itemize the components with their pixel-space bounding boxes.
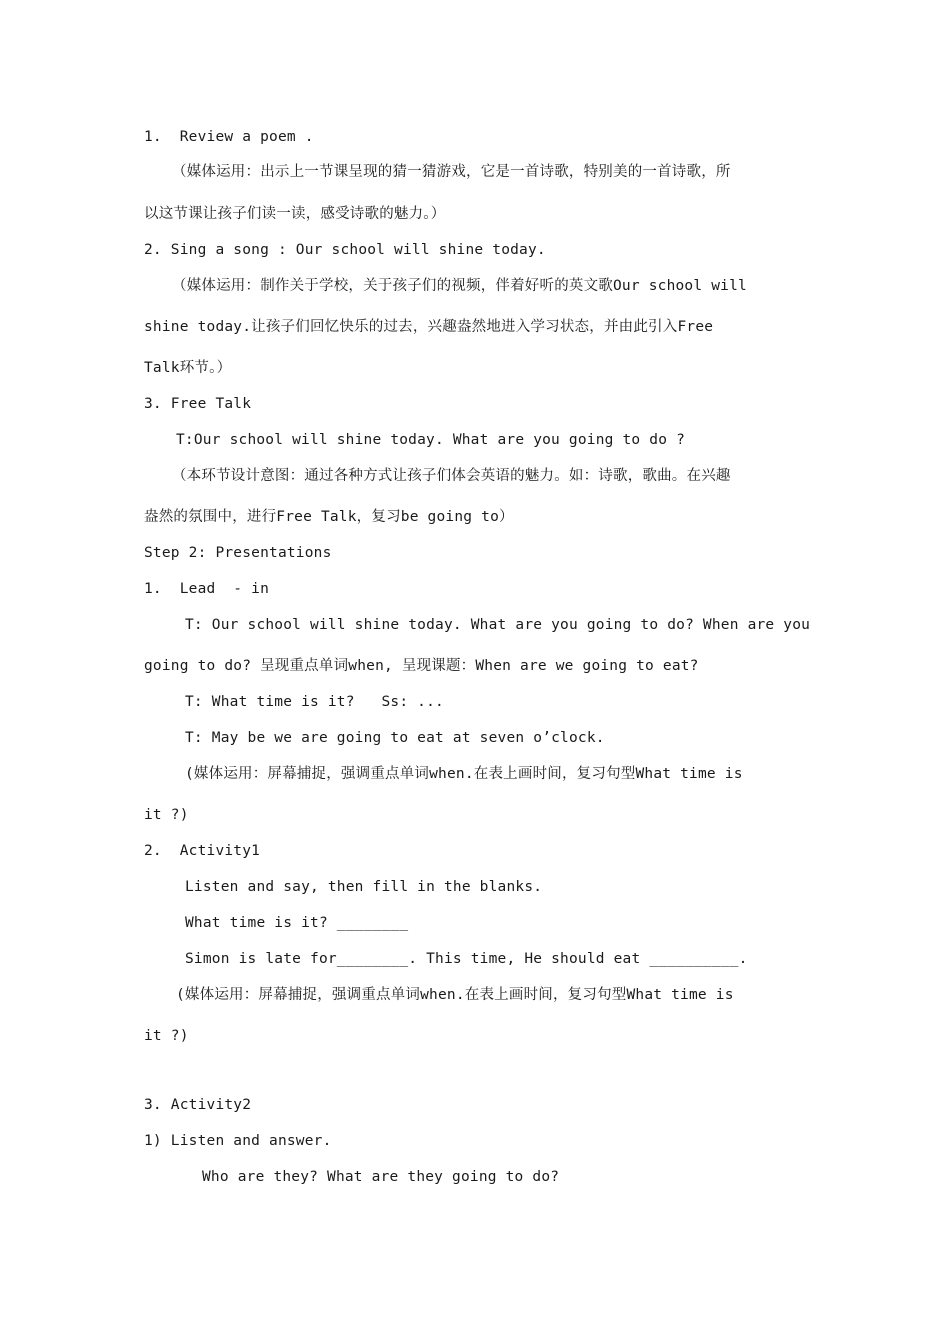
media-note-song-line-1: （媒体运用：制作关于学校，关于孩子们的视频，伴着好听的英文歌Our school will: [172, 278, 747, 294]
media-note-activity1-line-2: it ?): [144, 1028, 189, 1044]
step2-heading: Step 2: Presentations: [144, 545, 332, 561]
item-lead-in: 1. Lead - in: [144, 581, 270, 597]
media-note-lead-in-line-2: it ?): [144, 807, 189, 823]
lead-in-dialogue-2: T: May be we are going to eat at seven o’clock.: [185, 730, 605, 746]
media-note-poem-line-1: （媒体运用：出示上一节课呈现的猜一猜游戏，它是一首诗歌，特别美的一首诗歌，所: [172, 164, 731, 180]
lead-in-teacher-line-2: going to do? 呈现重点单词when, 呈现课题：When are we going to eat?: [144, 658, 699, 674]
item-free-talk: 3. Free Talk: [144, 396, 252, 412]
media-note-activity1-line-1: (媒体运用：屏幕捕捉，强调重点单词when.在表上画时间，复习句型What time is: [176, 987, 734, 1003]
lead-in-dialogue-1: T: What time is it? Ss: ...: [185, 694, 444, 710]
activity2-questions: Who are they? What are they going to do?: [202, 1169, 560, 1185]
media-note-song-line-2: shine today.让孩子们回忆快乐的过去，兴趣盎然地进入学习状态，并由此引入Free: [144, 319, 714, 335]
lead-in-teacher-line-1: T: Our school will shine today. What are you going to do? When are you: [185, 617, 811, 633]
media-note-song-line-3: Talk环节。）: [144, 360, 232, 376]
item-activity2: 3. Activity2: [144, 1097, 252, 1113]
design-intent-line-1: （本环节设计意图：通过各种方式让孩子们体会英语的魅力。如：诗歌，歌曲。在兴趣: [172, 468, 731, 484]
free-talk-teacher-line: T:Our school will shine today. What are you going to do ?: [176, 432, 685, 448]
item-activity1: 2. Activity1: [144, 843, 261, 859]
design-intent-line-2: 盎然的氛围中，进行Free Talk，复习be going to）: [144, 509, 514, 525]
activity1-blank-1: What time is it? ________: [185, 915, 409, 931]
activity1-instruction: Listen and say, then fill in the blanks.: [185, 879, 543, 895]
activity2-subitem-listen: 1) Listen and answer.: [144, 1133, 332, 1149]
activity1-blank-2: Simon is late for________. This time, He should eat __________.: [185, 951, 748, 967]
item-sing-song: 2. Sing a song : Our school will shine today.: [144, 242, 546, 258]
media-note-lead-in-line-1: (媒体运用：屏幕捕捉，强调重点单词when.在表上画时间，复习句型What time is: [185, 766, 743, 782]
media-note-poem-line-2: 以这节课让孩子们读一读，感受诗歌的魅力。）: [144, 206, 446, 222]
item-review-poem: 1. Review a poem .: [144, 129, 314, 145]
